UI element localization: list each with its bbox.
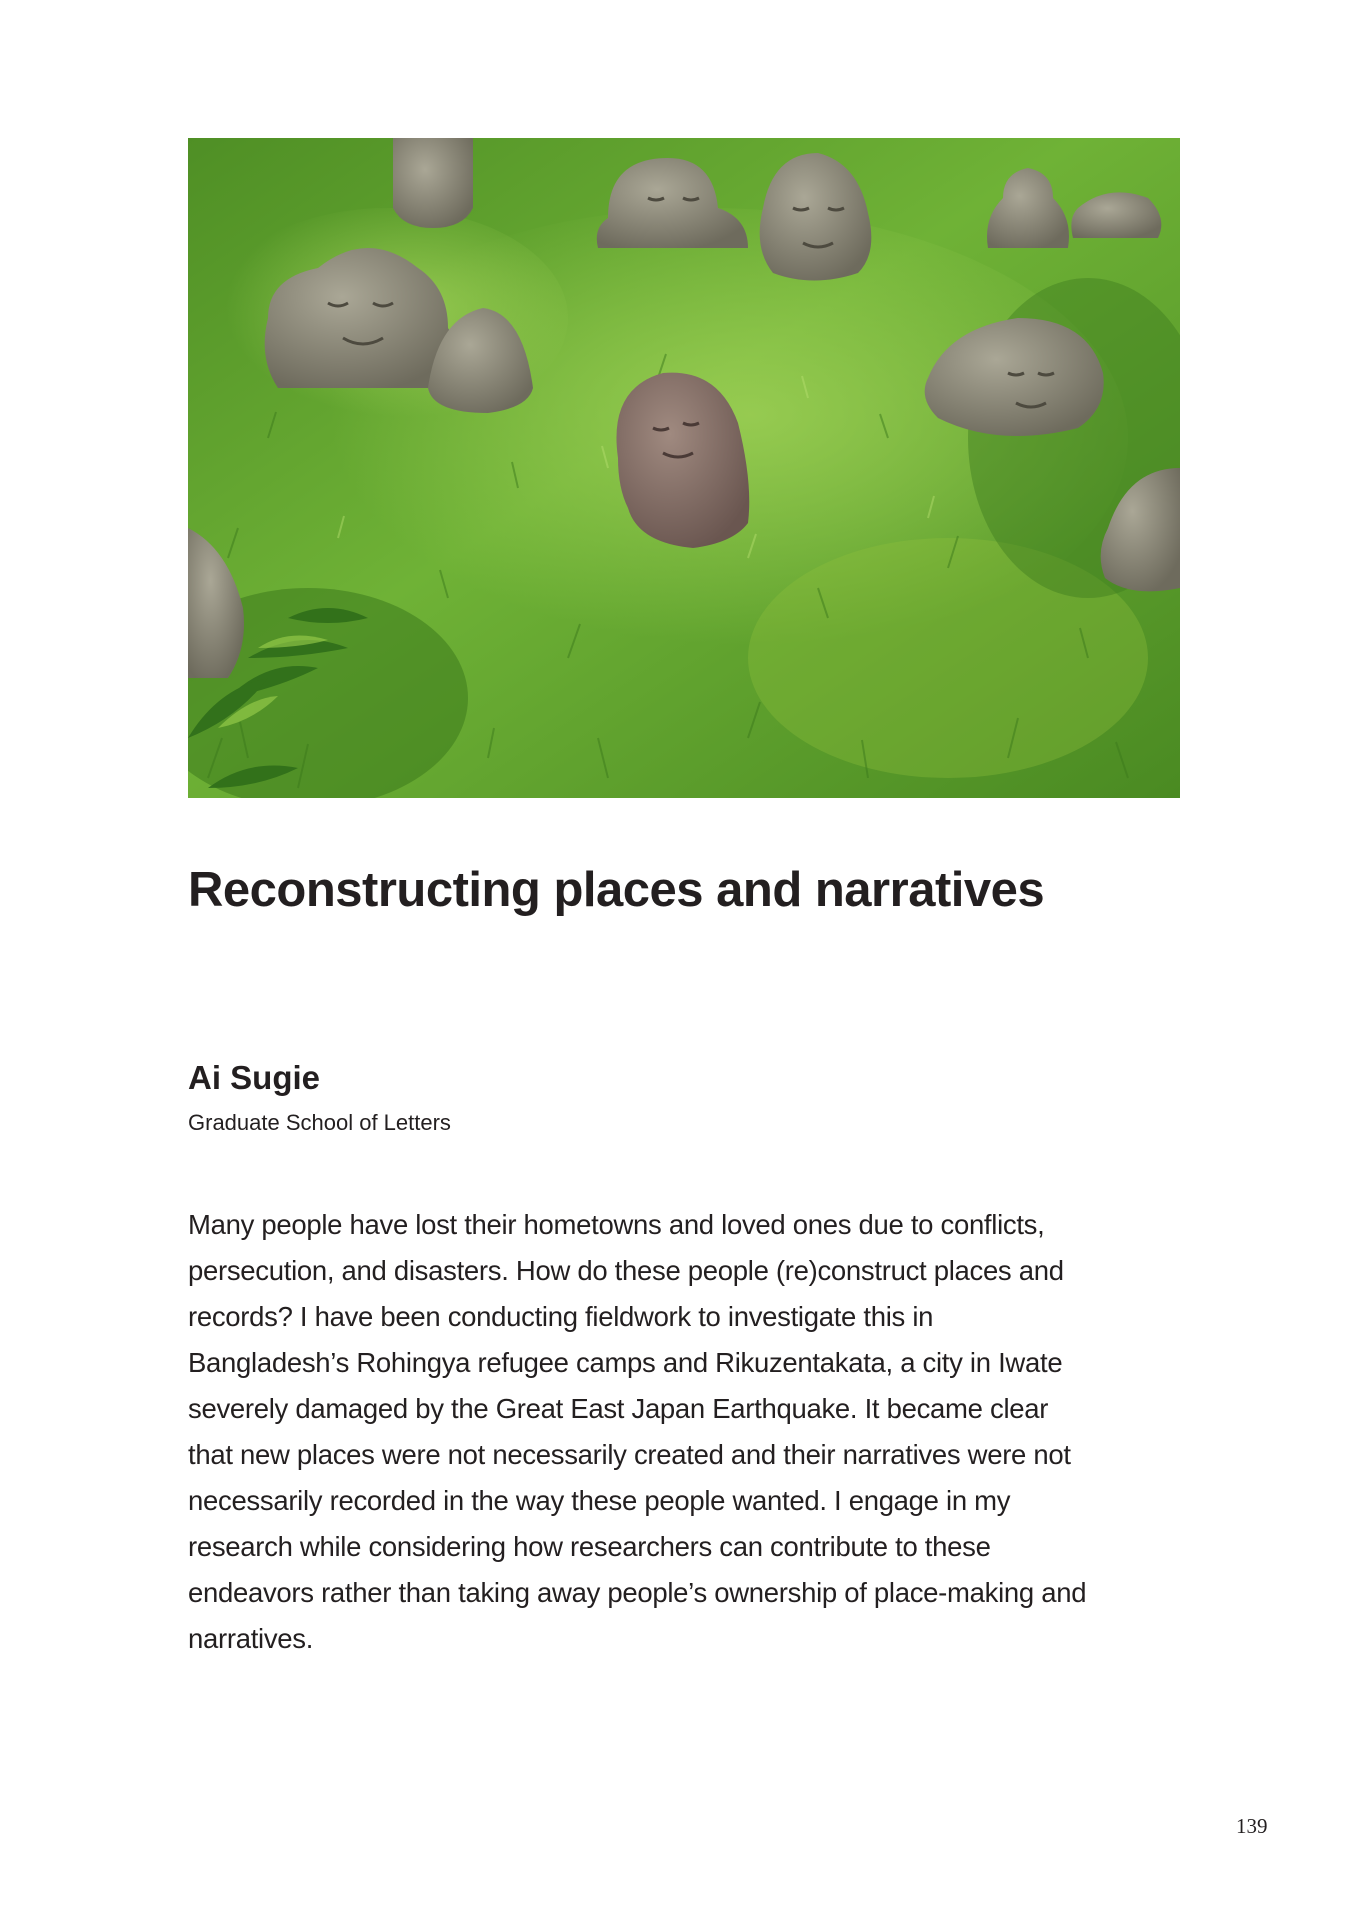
photo-stone-statues-in-grass: [188, 138, 1180, 798]
article-title: Reconstructing places and narratives: [188, 863, 1045, 917]
body-line: Bangladesh’s Rohingya refugee camps and Rikuzentakata, a city in Iwate: [188, 1347, 1063, 1378]
stone-statue-top-left: [393, 138, 473, 228]
author-affiliation: Graduate School of Letters: [188, 1110, 451, 1135]
author-name: Ai Sugie: [188, 1059, 321, 1096]
body-line: necessarily recorded in the way these people wanted. I engage in my: [188, 1485, 1011, 1516]
page-number: 139: [1236, 1814, 1268, 1838]
body-line: narratives.: [188, 1623, 314, 1654]
article-body: [188, 1202, 1188, 1662]
body-line: that new places were not necessarily created and their narratives were not: [188, 1439, 1071, 1470]
body-line: severely damaged by the Great East Japan Earthquake. It became clear: [188, 1393, 1049, 1424]
body-line: research while considering how researchers can contribute to these: [188, 1531, 991, 1562]
body-line: persecution, and disasters. How do these people (re)construct places and: [188, 1255, 1064, 1286]
body-line: records? I have been conducting fieldwork to investigate this in: [188, 1301, 934, 1332]
body-line: Many people have lost their hometowns and loved ones due to conflicts,: [188, 1209, 1045, 1240]
body-line: endeavors rather than taking away people’s ownership of place-making and: [188, 1577, 1087, 1608]
